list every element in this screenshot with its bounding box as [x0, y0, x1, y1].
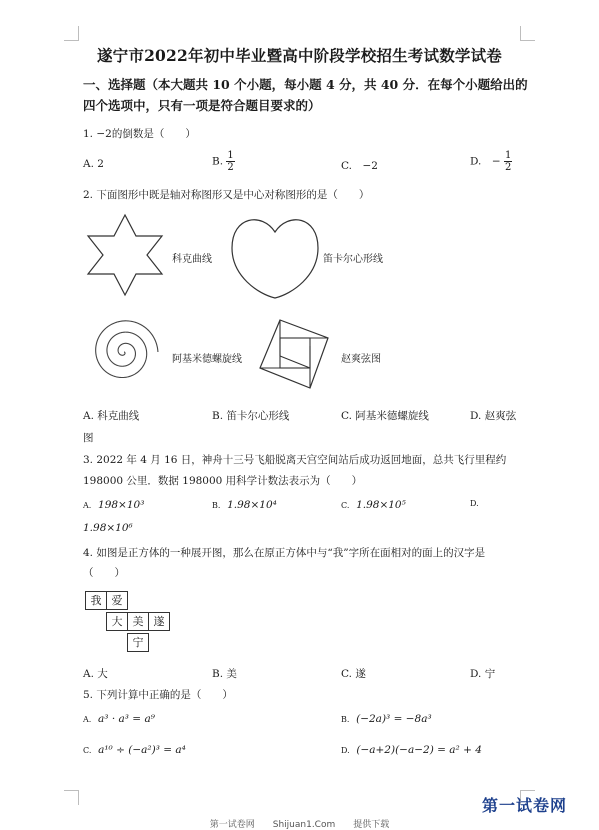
q1-option-a: A. 2: [83, 158, 104, 170]
q2-option-b: B. 笛卡尔心形线: [212, 410, 290, 422]
section-heading-line2: 四个选项中，只有一项是符合题目要求的）: [83, 98, 321, 113]
q3-option-a: A. 198×10³: [83, 499, 145, 511]
q2-option-d: D. 赵爽弦: [470, 410, 517, 422]
q5-option-b: B. (−2a)³ = −8a³: [341, 713, 432, 725]
q4-option-d: D. 宁: [470, 668, 496, 680]
question-3-line1: 3. 2022 年 4 月 16 日，神舟十三号飞船脱离天宫空间站后成功返回地面，总共飞行里程约: [83, 454, 507, 466]
question-3-line2: 198000 公里．数据 198000 用科学计数法表示为（ ）: [83, 475, 363, 487]
net-cell-mei: 美: [127, 612, 149, 631]
q2-option-d-wrap: 图: [83, 432, 94, 444]
q1-option-d: D. − $\frac{1}{2}$: [470, 150, 512, 173]
corner-mark-bottom-left: [64, 790, 79, 805]
q4-option-a: A. 大: [83, 668, 108, 680]
brand-logo-text[interactable]: 第一试卷网: [481, 796, 567, 815]
question-1-stem: 1. −2的倒数是（ ）: [83, 128, 196, 140]
koch-star-figure: [84, 210, 166, 300]
corner-mark-top-left: [64, 26, 79, 41]
q3-option-c: C. 1.98×10⁵: [341, 499, 406, 511]
page-title: 遂宁市2022年初中毕业暨高中阶段学校招生考试数学试卷: [96, 46, 503, 65]
q5-option-d: D. (−a+2)(−a−2) = a² + 4: [341, 744, 482, 756]
figure-label-spiral: 阿基米德螺旋线: [172, 354, 242, 365]
question-4-line2: （ ）: [83, 567, 125, 579]
question-5-stem: 5. 下列计算中正确的是（ ）: [83, 689, 233, 701]
cardioid-figure: [228, 210, 322, 302]
net-cell-sui: 遂: [148, 612, 170, 631]
section-heading-line1: 一、选择题（本大题共 10 个小题，每小题 4 分，共 40 分．在每个小题给出的: [83, 77, 528, 92]
q5-option-a: A. a³ · a³ = a⁹: [83, 713, 155, 725]
q4-option-c: C. 遂: [341, 668, 366, 680]
net-cell-da: 大: [106, 612, 128, 631]
question-2-stem: 2. 下面图形中既是轴对称图形又是中心对称图形的是（ ）: [83, 189, 370, 201]
net-cell-wo: 我: [85, 591, 107, 610]
figure-label-zhao-shuang: 赵爽弦图: [341, 354, 381, 365]
zhao-shuang-chord-figure: [254, 316, 334, 396]
corner-mark-top-right: [520, 26, 535, 41]
net-cell-ning: 宁: [127, 633, 149, 652]
archimedean-spiral-figure: [88, 316, 160, 388]
figure-label-cardioid: 笛卡尔心形线: [323, 254, 383, 265]
q2-option-a: A. 科克曲线: [83, 410, 140, 422]
q4-option-b: B. 美: [212, 668, 237, 680]
q3-option-d-prefix: D.: [470, 499, 479, 508]
q5-option-c: C. a¹⁰ ÷ (−a²)³ = a⁴: [83, 744, 186, 756]
question-4-line1: 4. 如图是正方体的一种展开图，那么在原正方体中与“我”字所在面相对的面上的汉字是: [83, 547, 486, 559]
q2-option-c: C. 阿基米德螺旋线: [341, 410, 429, 422]
figure-label-koch: 科克曲线: [172, 254, 212, 265]
net-cell-ai: 爱: [106, 591, 128, 610]
q3-option-b: B. 1.98×10⁴: [212, 499, 277, 511]
q1-option-c: C. −2: [341, 160, 378, 172]
page-footer: 第一试卷网 Shijuan1.Com 提供下载: [209, 820, 390, 830]
q1-option-b: B. $\frac{1}{2}$: [212, 150, 234, 173]
q3-option-d: 1.98×10⁶: [83, 522, 133, 534]
